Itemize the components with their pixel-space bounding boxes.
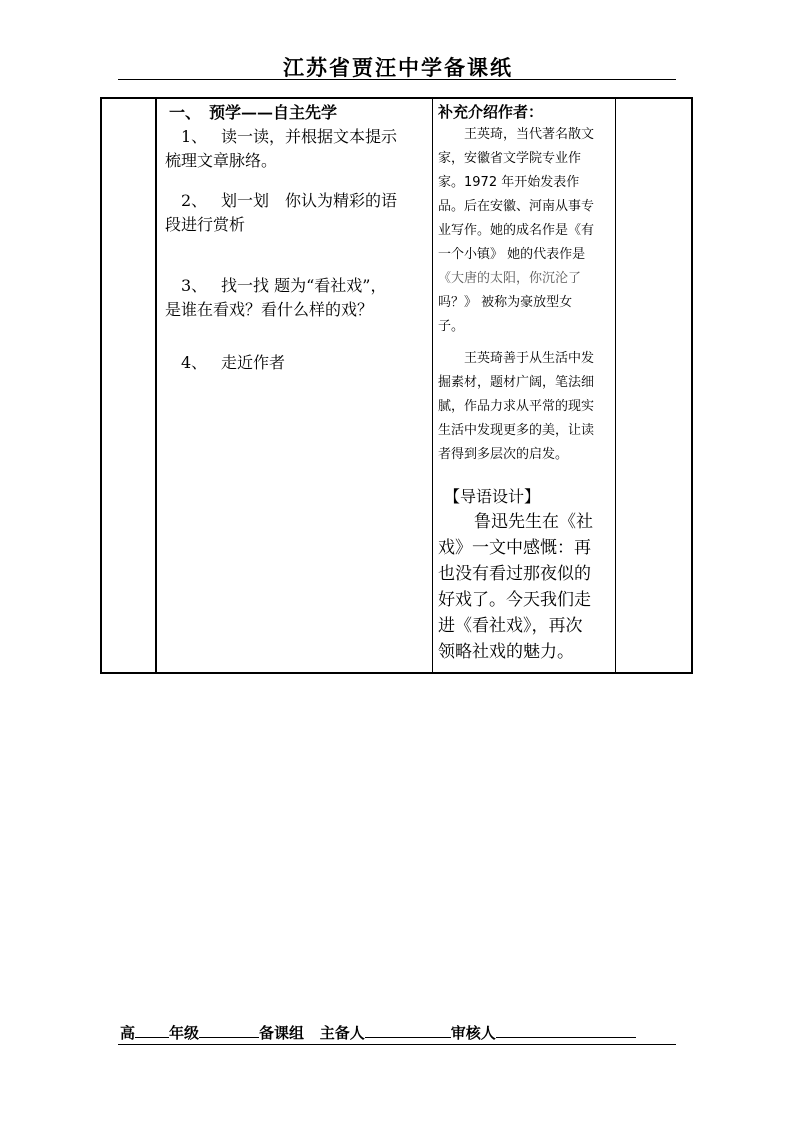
guide-heading: 【导语设计】 — [444, 487, 541, 506]
guide-line: 好戏了。今天我们走 — [438, 590, 591, 610]
author-line: 腻，作品力求从平常的现实 — [438, 399, 595, 414]
lead-blank — [365, 1023, 451, 1038]
item-number: 4、 — [181, 353, 208, 372]
group-blank — [199, 1023, 259, 1038]
lesson-table — [100, 97, 693, 674]
list-item — [181, 189, 433, 213]
header-rule — [118, 79, 676, 80]
footer-group-label: 备课组 — [259, 1024, 305, 1042]
author-line: 生活中发现更多的美，让读 — [438, 423, 595, 438]
guide-line: 进《看社戏》，再次 — [438, 616, 583, 636]
author-line: 王英琦，当代著名散文 — [464, 127, 595, 142]
list-item — [181, 274, 433, 298]
item-text: 走近作者 — [221, 353, 286, 372]
author-heading: 补充介绍作者： — [438, 103, 544, 121]
author-column — [438, 101, 616, 665]
item-text-continued: 是谁在看戏？看什么样的戏？ — [165, 300, 374, 319]
item-text: 划一划 你认为精彩的语 — [221, 191, 398, 210]
item-number: 2、 — [181, 191, 208, 210]
guide-line: 戏》一文中感慨：再 — [438, 538, 591, 558]
grade-blank — [135, 1023, 169, 1038]
guide-line: 鲁迅先生在《社 — [474, 512, 593, 532]
footer-lead-label: 主备人 — [319, 1024, 365, 1042]
section-title: 一、 预学——自主先学 — [169, 103, 338, 122]
item-text-continued: 梳理文章脉络。 — [165, 151, 278, 170]
item-number: 1、 — [181, 127, 208, 146]
list-item — [181, 351, 433, 375]
item-text: 读一读，并根据文本提示 — [221, 127, 398, 146]
footer-signature-line — [120, 1022, 636, 1043]
author-line: 家。1972 年开始发表作 — [438, 175, 580, 190]
author-line: 家，安徽省文学院专业作 — [438, 151, 582, 166]
reviewer-blank — [496, 1023, 636, 1038]
footer-rule — [118, 1044, 676, 1045]
author-line: 吗？》 被称为豪放型女 — [438, 295, 573, 310]
guide-line: 领略社戏的魅力。 — [438, 642, 574, 662]
author-line: 品。后在安徽、河南从事专 — [438, 199, 595, 214]
author-line: 业写作。她的成名作是《有 — [438, 223, 595, 238]
item-text-continued: 段进行赏析 — [165, 215, 246, 234]
author-line: 王英琦善于从生活中发 — [464, 351, 595, 366]
study-column — [165, 101, 433, 375]
author-line: 一个小镇》 她的代表作是 — [438, 247, 586, 262]
page-title: 江苏省贾汪中学备课纸 — [283, 55, 513, 80]
author-line-highlight: 《大唐的太阳，你沉沦了 — [438, 271, 582, 286]
footer-gao-label: 高 — [120, 1024, 136, 1042]
footer-grade-label: 年级 — [169, 1024, 200, 1042]
footer-reviewer-label: 审核人 — [450, 1024, 496, 1042]
item-number: 3、 — [181, 276, 208, 295]
guide-line: 也没有看过那夜似的 — [438, 564, 591, 584]
author-line: 者得到多层次的启发。 — [438, 447, 569, 462]
author-line: 掘素材，题材广阔，笔法细 — [438, 375, 595, 390]
column-divider-1 — [155, 99, 157, 672]
list-item — [181, 125, 433, 149]
item-text: 找一找 题为“看社戏”， — [221, 276, 387, 295]
author-line: 子。 — [438, 319, 465, 334]
